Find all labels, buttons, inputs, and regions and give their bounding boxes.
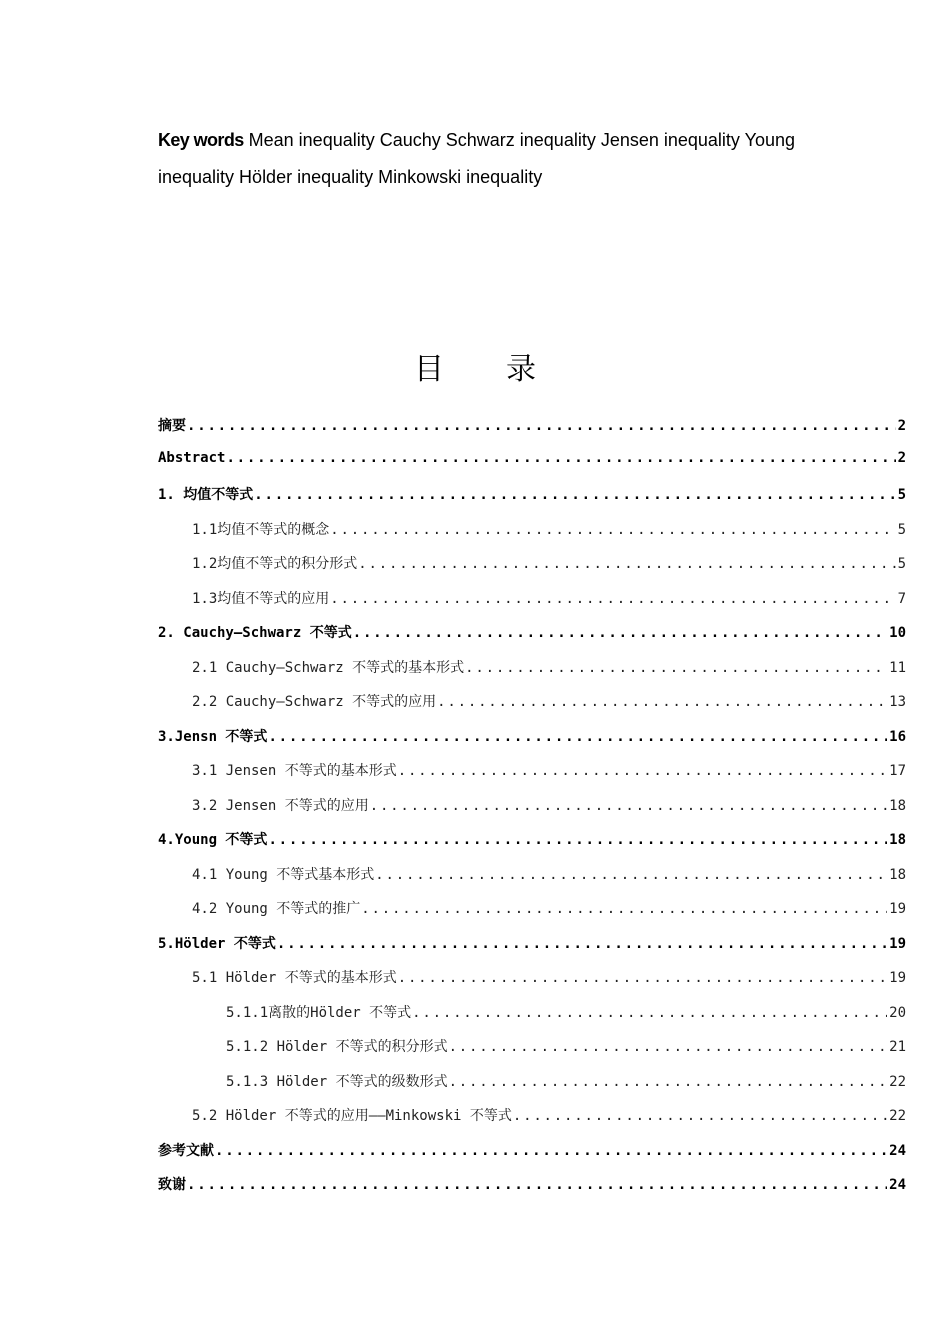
- toc-leader-dots: [226, 450, 895, 466]
- toc-entry-page: 5: [897, 487, 906, 503]
- toc-entry-title: 参考文献: [158, 1142, 214, 1159]
- toc-leader-dots: [375, 867, 887, 883]
- toc-leader-dots: [449, 1074, 888, 1090]
- toc-entry-title: 5.2 Hölder 不等式的应用——Minkowski 不等式: [192, 1108, 512, 1124]
- toc-leader-dots: [330, 591, 895, 607]
- toc-entry-page: 5: [897, 556, 906, 572]
- toc-entry-page: 2: [897, 449, 906, 466]
- toc-entry-title: 5.1.2 Hölder 不等式的积分形式: [226, 1039, 448, 1055]
- toc-entry-page: 24: [889, 1177, 906, 1193]
- toc-entry-5-1-1[interactable]: [158, 1002, 906, 1037]
- toc-leader-dots: [268, 729, 887, 745]
- toc-entry-title: Abstract: [158, 449, 226, 466]
- toc-entry-5-1[interactable]: [158, 967, 906, 1002]
- toc-entry-page: 19: [889, 901, 906, 917]
- toc-entry-4-2[interactable]: [158, 898, 906, 933]
- toc-entry-page: 18: [889, 832, 906, 848]
- toc-leader-dots: [187, 418, 896, 434]
- toc-entry-page: 22: [889, 1073, 906, 1090]
- toc-entry-title: 摘要: [158, 418, 186, 434]
- toc-entry-acknowledgements[interactable]: [158, 1174, 906, 1209]
- toc-entry-title: 1.2均值不等式的积分形式: [192, 556, 358, 572]
- toc-entry-3-2[interactable]: [158, 795, 906, 830]
- toc-entry-abstract[interactable]: [158, 450, 906, 485]
- toc-leader-dots: [268, 832, 887, 848]
- toc-leader-dots: [358, 556, 895, 572]
- toc-entry-5[interactable]: [158, 933, 906, 968]
- toc-entry-title: 4.Young 不等式: [158, 832, 268, 848]
- toc-entry-5-1-3[interactable]: [158, 1071, 906, 1106]
- toc-entry-title: 4.2 Young 不等式的推广: [192, 901, 361, 917]
- toc-entry-title: 5.1.3 Hölder 不等式的级数形式: [226, 1073, 448, 1090]
- toc-entry-title: 致谢: [158, 1177, 186, 1193]
- toc-leader-dots: [398, 763, 887, 779]
- toc-entry-4-1[interactable]: [158, 864, 906, 899]
- toc-entry-title: 5.1.1离散的Hölder 不等式: [226, 1004, 412, 1021]
- toc-entry-title: 5.1 Hölder 不等式的基本形式: [192, 970, 397, 986]
- toc-leader-dots: [370, 798, 887, 814]
- toc-entry-title: 1.1均值不等式的概念: [192, 521, 330, 538]
- toc-entry-page: 22: [889, 1108, 906, 1124]
- toc-entry-title: 3.2 Jensen 不等式的应用: [192, 797, 369, 814]
- toc-entry-4[interactable]: [158, 829, 906, 864]
- toc-entry-3-1[interactable]: [158, 760, 906, 795]
- toc-entry-page: 18: [889, 866, 906, 883]
- toc-leader-dots: [187, 1177, 887, 1193]
- toc-entry-1-2[interactable]: [158, 553, 906, 588]
- toc-entry-title: 1.3均值不等式的应用: [192, 590, 330, 607]
- toc-entry-1[interactable]: [158, 484, 906, 519]
- toc-entry-title: 3.Jensn 不等式: [158, 728, 268, 745]
- toc-entry-title: 2.1 Cauchy—Schwarz 不等式的基本形式: [192, 659, 465, 676]
- toc-entry-page: 24: [889, 1142, 906, 1159]
- toc-entry-page: 7: [897, 590, 906, 607]
- toc-title-left: 目: [414, 352, 444, 387]
- toc-entry-title: 5.Hölder 不等式: [158, 935, 276, 952]
- toc-title-right: 录: [506, 352, 536, 387]
- toc-entry-page: 20: [889, 1004, 906, 1021]
- toc-entry-title: 2. Cauchy—Schwarz 不等式: [158, 625, 352, 641]
- toc-leader-dots: [277, 936, 887, 952]
- toc-entry-title: 4.1 Young 不等式基本形式: [192, 866, 375, 883]
- toc-leader-dots: [330, 522, 895, 538]
- toc-entry-page: 13: [889, 694, 906, 710]
- toc-title: [0, 348, 950, 392]
- toc-leader-dots: [449, 1039, 888, 1055]
- toc-entry-abstract-cn[interactable]: [158, 415, 906, 450]
- toc-entry-title: 2.2 Cauchy—Schwarz 不等式的应用: [192, 694, 437, 710]
- toc-entry-2-2[interactable]: [158, 691, 906, 726]
- toc-entry-title: 1. 均值不等式: [158, 487, 254, 503]
- toc-entry-page: 21: [889, 1039, 906, 1055]
- toc-entry-page: 19: [889, 935, 906, 952]
- table-of-contents: [158, 415, 906, 1209]
- toc-entry-1-1[interactable]: [158, 519, 906, 554]
- toc-leader-dots: [215, 1143, 887, 1159]
- toc-entry-page: 5: [897, 521, 906, 538]
- keywords-label: Key words: [158, 130, 244, 150]
- toc-entry-page: 10: [889, 625, 906, 641]
- toc-entry-title: 3.1 Jensen 不等式的基本形式: [192, 763, 397, 779]
- toc-entry-page: 17: [889, 763, 906, 779]
- toc-entry-references[interactable]: [158, 1140, 906, 1175]
- toc-entry-5-2[interactable]: [158, 1105, 906, 1140]
- keywords-paragraph: [158, 122, 870, 196]
- toc-leader-dots: [398, 970, 887, 986]
- toc-leader-dots: [254, 487, 895, 503]
- toc-leader-dots: [412, 1005, 887, 1021]
- toc-entry-page: 18: [889, 797, 906, 814]
- toc-entry-page: 16: [889, 728, 906, 745]
- toc-leader-dots: [437, 694, 887, 710]
- toc-leader-dots: [513, 1108, 887, 1124]
- toc-entry-5-1-2[interactable]: [158, 1036, 906, 1071]
- toc-entry-page: 11: [889, 659, 906, 676]
- toc-entry-page: 19: [889, 970, 906, 986]
- toc-leader-dots: [465, 660, 887, 676]
- toc-leader-dots: [361, 901, 887, 917]
- toc-leader-dots: [353, 625, 887, 641]
- toc-entry-page: 2: [897, 418, 906, 434]
- keywords-text: Mean inequality Cauchy Schwarz inequality Jensen inequality Young inequality Hölder inequality Minkowski inequality: [158, 130, 795, 187]
- toc-entry-2[interactable]: [158, 622, 906, 657]
- toc-entry-3[interactable]: [158, 726, 906, 761]
- toc-entry-1-3[interactable]: [158, 588, 906, 623]
- toc-entry-2-1[interactable]: [158, 657, 906, 692]
